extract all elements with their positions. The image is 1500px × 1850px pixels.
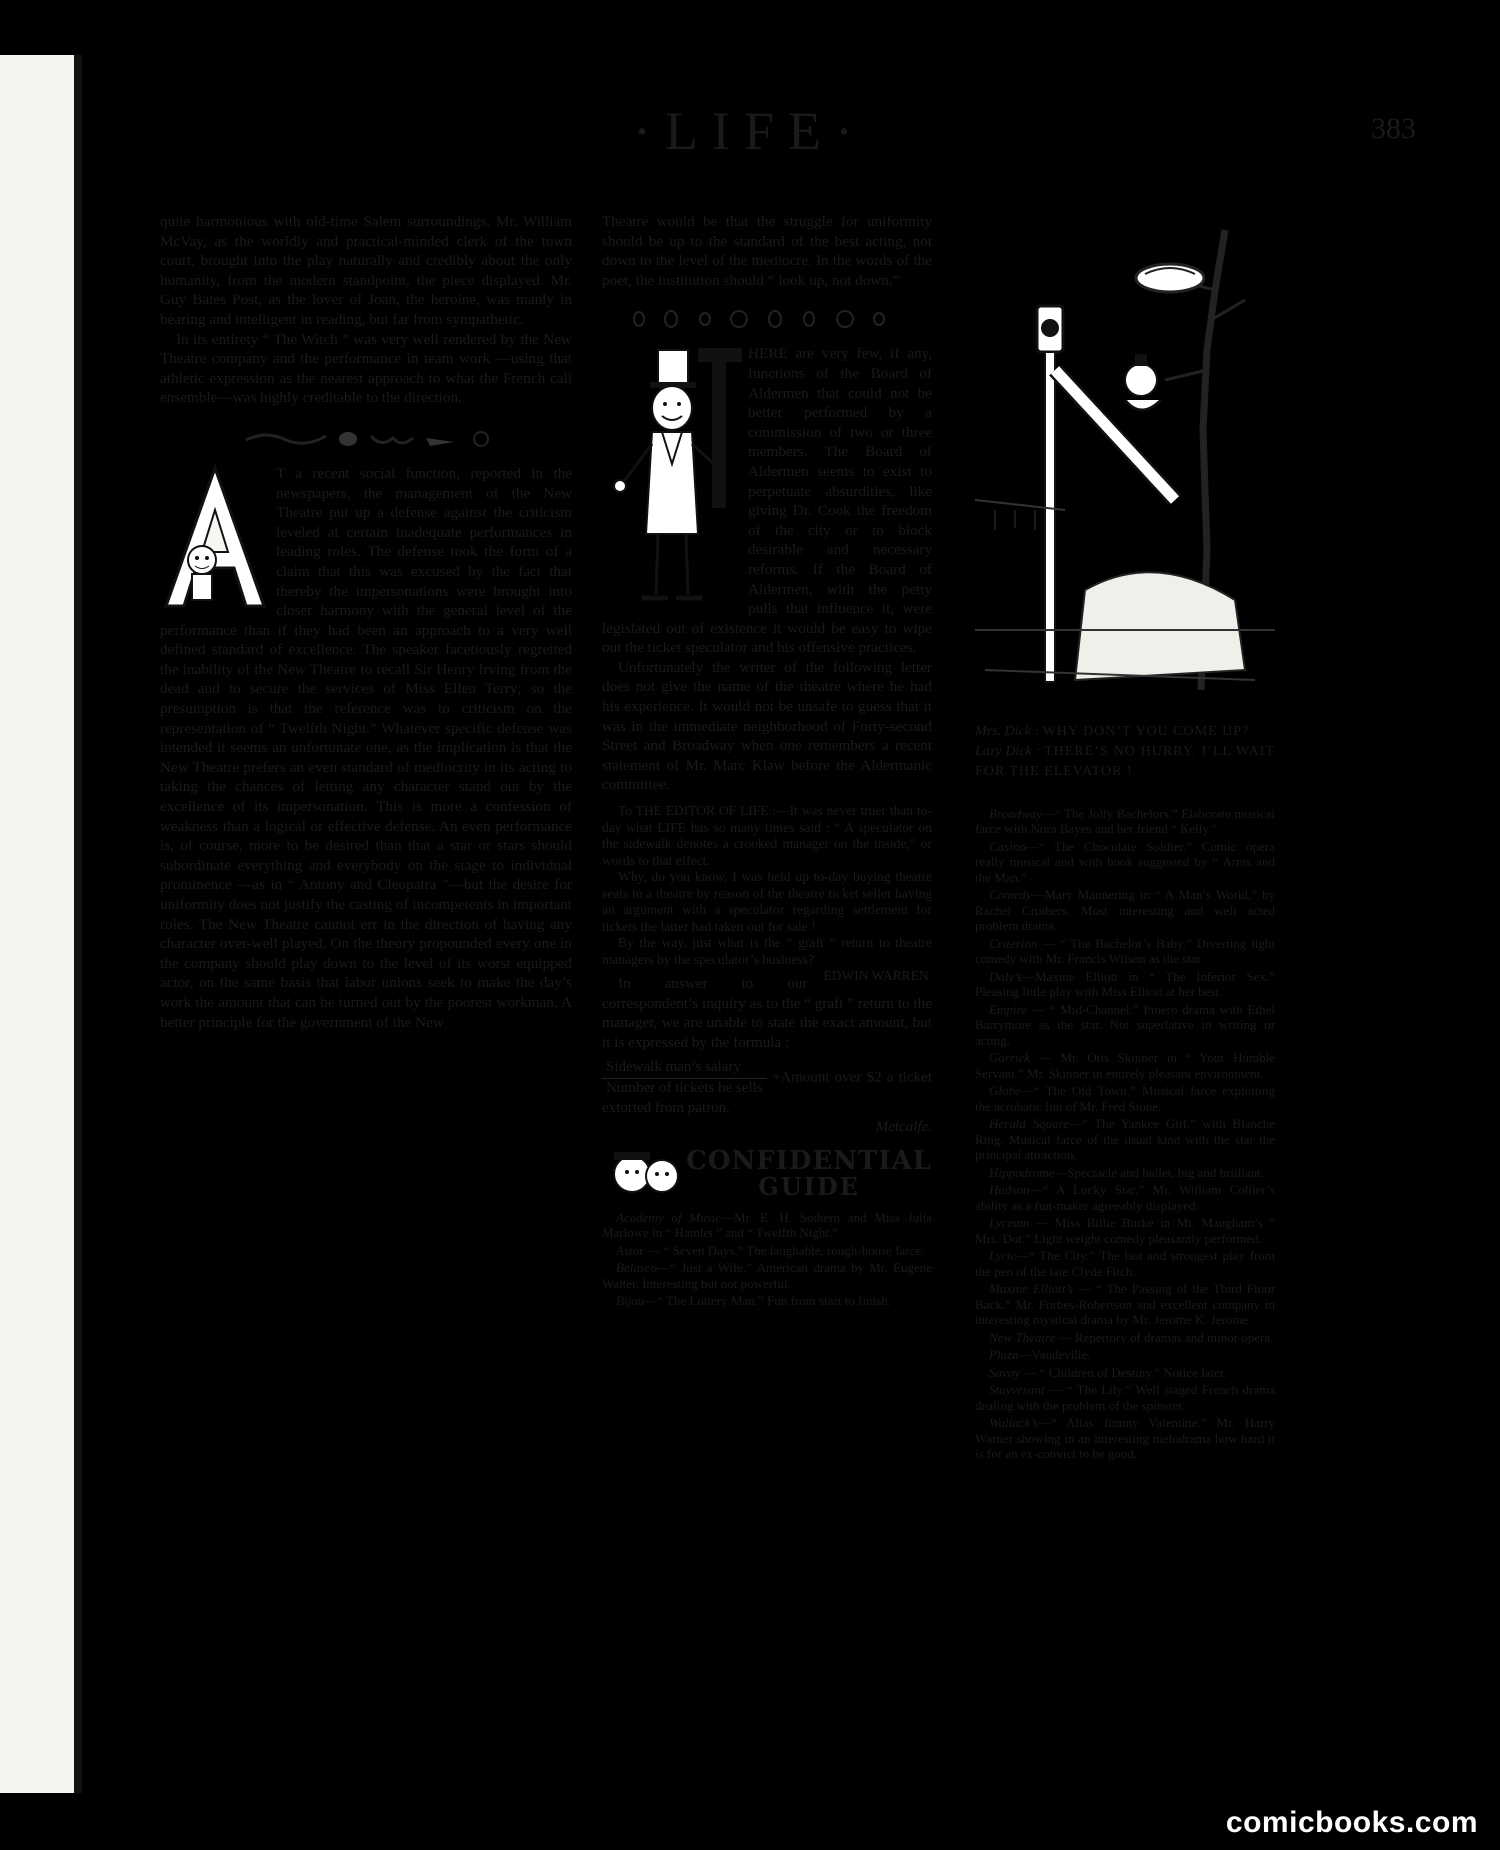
- guide-heading-illustration: [602, 1144, 686, 1204]
- page-number: 383: [1371, 112, 1416, 145]
- guide-list: [975, 806, 1275, 1462]
- guide-entry-theatre: Hudson: [989, 1182, 1030, 1198]
- guide-entry: [602, 1210, 932, 1241]
- guide-entry-text: —“ The Yankee Girl,” with Blanche Ring. Musical farce of the usual kind with the star the principal attraction.: [975, 1116, 1276, 1163]
- guide-entry-text: —“ The City.” The last and strongest play from the pen of the late Clyde Fitch.: [975, 1248, 1275, 1279]
- watermark: comicbooks.com: [1225, 1806, 1478, 1839]
- guide-entry-text: — “ Mid-Channel.” Pinero drama with Ethel Barrymore as the star. Not superlative in writing or acting.: [975, 1001, 1275, 1048]
- guide-entry-text: —“ The Chocolate Soldier.” Comic opera really musical and with book suggested by “ Arms and the Man.”: [975, 838, 1275, 885]
- guide-entry-theatre: Plaza: [989, 1347, 1019, 1363]
- guide-entry-text: — “ The Passing of the Third Floor Back.” Mr. Forbes-Robertson and excellent company in interesting mystical drama by Mr. Jerome K. Jerome.: [975, 1281, 1275, 1328]
- guide-entry-text: —“ The Jolly Bachelors.” Elaborate musical farce with Nora Bayes and her friend “ Kelly.”: [975, 805, 1275, 837]
- guide-entry-text: —Maxine Elliott in “ The Inferior Sex.” Pleasing little play with Miss Elliott at her best.: [975, 968, 1275, 1000]
- letter-text: By the way, just what is the “ graft ” return to theatre managers by the speculator’s business?: [602, 935, 932, 967]
- paragraph: Unfortunately the writer of the following letter does not give the name of the theatre where he had his experience. It would not be unsafe to guess that it was in the immediate neighborhood of Forty-second Street and Broadway when one remembers a recent statement of Mr. Marc Klaw before the Aldermanic committee.: [602, 658, 932, 794]
- dropcap-t-illustration: [602, 344, 742, 614]
- guide-entry-text: — Repertory of dramas and minor opera.: [1055, 1329, 1274, 1345]
- guide-entry-theatre: Maxine Elliott’s: [989, 1281, 1074, 1297]
- caption-line: WHY DON’T YOU COME UP?: [1042, 723, 1250, 739]
- guide-entry-text: —“ A Lucky Star.” Mr. William Collier’s ability as a fun-maker agreeably displayed.: [975, 1182, 1275, 1213]
- guide-entry: [602, 1260, 932, 1291]
- cartoon-illustration: [975, 210, 1275, 710]
- column-3: [975, 210, 1275, 1464]
- guide-entry: [975, 1165, 1275, 1181]
- guide-entry: [975, 1182, 1275, 1213]
- guide-entry: [975, 1002, 1275, 1049]
- guide-entry: [975, 1330, 1275, 1346]
- guide-entry-theatre: Stuyvesant: [989, 1382, 1045, 1398]
- paragraph: quite harmonious with old-time Salem surroundings. Mr. William McVay, as the worldly and practical-minded clerk of the town court, brought into the play naturally and credibly about the only humanity, from the modern standpoint, the piece displayed. Mr. Guy Bates Post, as the lover of Joan, the heroine, was manly in bearing and intelligent in reading, but far from sympathetic.: [160, 213, 572, 328]
- guide-title: [686, 1145, 932, 1201]
- guide-entry: [975, 1347, 1275, 1363]
- guide-list: [602, 1210, 932, 1309]
- caption-line: THERE’S NO HURRY. I’LL WAIT FOR THE ELEVATOR !: [975, 743, 1276, 779]
- guide-entry-theatre: Broadway: [989, 805, 1042, 821]
- guide-entry-theatre: Hippodrome: [989, 1164, 1055, 1180]
- guide-entry: [975, 1415, 1275, 1462]
- caption-speaker: Mrs. Dick :: [975, 723, 1040, 739]
- letter-paragraph: To THE EDITOR OF LIFE :—It was never truer than to-day what LIFE has so many times said : “ A speculator on the sidewalk denotes a crooked manager on the inside,” or words to that effect.: [602, 803, 932, 868]
- confidential-guide-heading: [602, 1144, 932, 1204]
- paragraph: HERE are very few, if any, functions of the Board of Aldermen that could not be better performed by a commission of two or three members. The Board of Aldermen seems to exist to perpetuate absurdities, like giving Dr. Cook the freedom of the city or to block desirable and necessary reforms. If the Board of Aldermen, with the petty pulls that influence it, were legislated out of existence it would be easy to wipe out the ticket speculator and his offensive practices.: [602, 345, 932, 657]
- guide-entry: [975, 839, 1275, 886]
- guide-entry: [975, 1083, 1275, 1114]
- guide-entry-text: —Mary Mannering in “ A Man’s World,” by Rachel Crothers. Most interesting and well acted problem drama.: [975, 887, 1275, 934]
- guide-entry-theatre: Belasco: [616, 1260, 658, 1276]
- ornament-divider: [236, 426, 496, 450]
- guide-entry-theatre: Globe: [989, 1083, 1021, 1099]
- guide-entry: [602, 1293, 932, 1309]
- previous-page-edge: [0, 55, 74, 1793]
- letter-paragraph: Why, do you know, I was held up to-day buying theatre seats in a theatre by reason of the theatre ticket seller having an argument with a speculator regarding settlement for tickets the latter had taken out for sale !: [602, 869, 932, 934]
- guide-entry-theatre: Casino: [989, 838, 1026, 854]
- guide-entry: [602, 1243, 932, 1259]
- guide-entry-theatre: Criterion: [989, 935, 1038, 951]
- paragraph: In its entirety “ The Witch ” was very well rendered by the New Theatre company and the performance in team work —using that athletic expression as the nearest approach to what the French call ensemble—was highly creditable to the direction.: [160, 330, 572, 407]
- paragraph: T a recent social function, reported in the newspapers, the management of the New Theatre put up a defense against the criticism leveled at certain inadequate performances in leading roles. The defense took the form of a claim that this was excused by the fact that thereby the impersonations were brought into closer harmony with the general level of the performance than if they had been an approach to a very well defined standard of excellence. The speaker facetiously regretted the inability of the New Theatre to recall Sir Henry Irving from the dead and to secure the services of Miss Ellen Terry; so the presumption is that the reference was to criticism on the representation of “ Twelfth Night.” Whatever specific defense was intended it seems an unfortunate one, as the implication is that the New Theatre prefers an even standard of mediocrity in its acting to taking the chances of letting any character stand out by the excellence of its impersonation. This is more a confession of weakness than a logical or effective defense. An even performance is, of course, more to be desired than that a star or stars should subordinate everything and everybody on the stage to individual prominence —as in “ Antony and Cleopatra ”—but the desire for uniformity does not justify the casting of incompetents in important roles. The New Theatre cannot err in the direction of having any character over-well played. On the theory propounded every one in the company should play down to the level of its worst equipped actor, on the same basis that labor unions seek to make the day’s work the amount that can be turned out by the poorest workman. A better principle for the government of the New: [160, 464, 572, 1031]
- reader-letter: [602, 803, 932, 984]
- guide-entry: [975, 1248, 1275, 1279]
- guide-entry: [975, 969, 1275, 1000]
- guide-entry-theatre: Academy of Music: [616, 1209, 722, 1225]
- guide-entry-text: — Mr. Otis Skinner in “ Your Humble Servant.” Mr. Skinner in entirely pleasant environment.: [975, 1050, 1275, 1081]
- guide-entry: [975, 1050, 1275, 1081]
- guide-entry-theatre: Savoy: [989, 1364, 1021, 1380]
- guide-entry-text: — Miss Billie Burke in Mr. Maugham’s “ Mrs. Dot.” Light weight comedy pleasantly performed.: [975, 1215, 1275, 1246]
- guide-entry-text: —“ The Lottery Man.” Fun from start to finish.: [644, 1293, 891, 1309]
- page-header: [0, 100, 1500, 180]
- guide-entry-theatre: Garrick: [989, 1050, 1031, 1066]
- guide-entry-text: —Spectacle and ballet, big and brilliant.: [1054, 1164, 1264, 1180]
- formula-numerator: Sidewalk man’s salary: [602, 1058, 767, 1079]
- formula-signature: Metcalfe.: [875, 1119, 932, 1136]
- formula-fraction: [602, 1058, 767, 1098]
- guide-entry-text: — “ Seven Days.” The laughable, rough-house farce.: [644, 1242, 925, 1258]
- guide-entry-theatre: Empire: [989, 1001, 1027, 1017]
- formula: [602, 1058, 932, 1137]
- guide-entry-theatre: Bijou: [616, 1293, 645, 1309]
- guide-entry-text: —Vaudeville.: [1018, 1347, 1091, 1363]
- guide-entry-text: — “ Children of Destiny.” Notice later.: [1020, 1364, 1227, 1380]
- guide-entry-theatre: Lyric: [989, 1248, 1017, 1264]
- guide-entry-text: —“ The Old Town.” Musical farce exploiting the acrobatic fun of Mr. Fred Stone.: [975, 1083, 1275, 1114]
- column-2: [602, 212, 932, 1311]
- column-1: [160, 212, 572, 1032]
- dropcap-a-illustration: [160, 464, 270, 612]
- letter-signature: EDWIN WARREN.: [823, 968, 932, 984]
- guide-entry-theatre: Astor: [616, 1242, 645, 1258]
- guide-entry: [975, 887, 1275, 934]
- guide-entry: [975, 1365, 1275, 1381]
- guide-entry: [975, 1382, 1275, 1413]
- dropcap-paragraph: [160, 464, 572, 1032]
- guide-entry: [975, 1116, 1275, 1163]
- paragraph: Theatre would be that the struggle for uniformity should be up to the standard of the best acting, not down to the level of the mediocre. In the words of the poet, the institution should “ look up, not down.”: [602, 213, 932, 289]
- guide-entry: [975, 1281, 1275, 1328]
- letter-paragraph: [602, 935, 932, 984]
- paragraph: In answer to our correspondent’s inquiry as to the “ graft ” return to the manager, we are unable to state the exact amount, but it is expressed by the formula :: [602, 975, 932, 1051]
- guide-entry: [975, 1215, 1275, 1246]
- guide-entry-theatre: Daly’s: [989, 968, 1022, 984]
- formula-denominator: Number of tickets he sells: [606, 1080, 763, 1096]
- guide-entry-theatre: Wallack’s: [989, 1415, 1039, 1431]
- guide-entry-text: — “ The Bachelor’s Baby.” Diverting light comedy with Mr. Francis Wilson as the star.: [975, 935, 1275, 967]
- guide-entry-text: —Mr. E. H. Sothern and Miss Julia Marlowe in “ Hamlet ” and “ Twelfth Night.”: [602, 1209, 932, 1241]
- guide-entry-theatre: Lyceum: [989, 1215, 1030, 1231]
- dropcap-paragraph: [602, 344, 932, 658]
- caption-speaker: Lazy Dick :: [975, 743, 1041, 759]
- cartoon-caption: [975, 722, 1275, 782]
- ornament-divider: [627, 308, 907, 330]
- guide-entry-theatre: Herald Square: [989, 1116, 1069, 1132]
- guide-entry-theatre: Comedy: [989, 887, 1032, 903]
- guide-title-line-2: GUIDE: [758, 1171, 860, 1201]
- guide-entry-theatre: New Theatre: [989, 1329, 1056, 1345]
- formula-remainder: +Amount over $2 a ticket extorted from patron.: [602, 1069, 932, 1116]
- guide-entry: [975, 806, 1275, 837]
- masthead-title: ·LIFE·: [633, 101, 867, 161]
- guide-entry-text: —“ Just a Wife.” American drama by Mr. Eugene Walter. Interesting but not powerful.: [602, 1260, 932, 1291]
- guide-title-line-1: CONFIDENTIAL: [686, 1145, 932, 1176]
- page-gutter: [74, 55, 82, 1793]
- guide-entry-text: —“ Alias Jimmy Valentine.” Mr. Harry Warner showing in an interesting melodrama how hard it is for an ex-convict to be good.: [975, 1415, 1275, 1462]
- guide-entry: [975, 936, 1275, 967]
- guide-entry-text: — “ The Lily.” Well staged French drama dealing with the problem of the spinster.: [975, 1382, 1275, 1413]
